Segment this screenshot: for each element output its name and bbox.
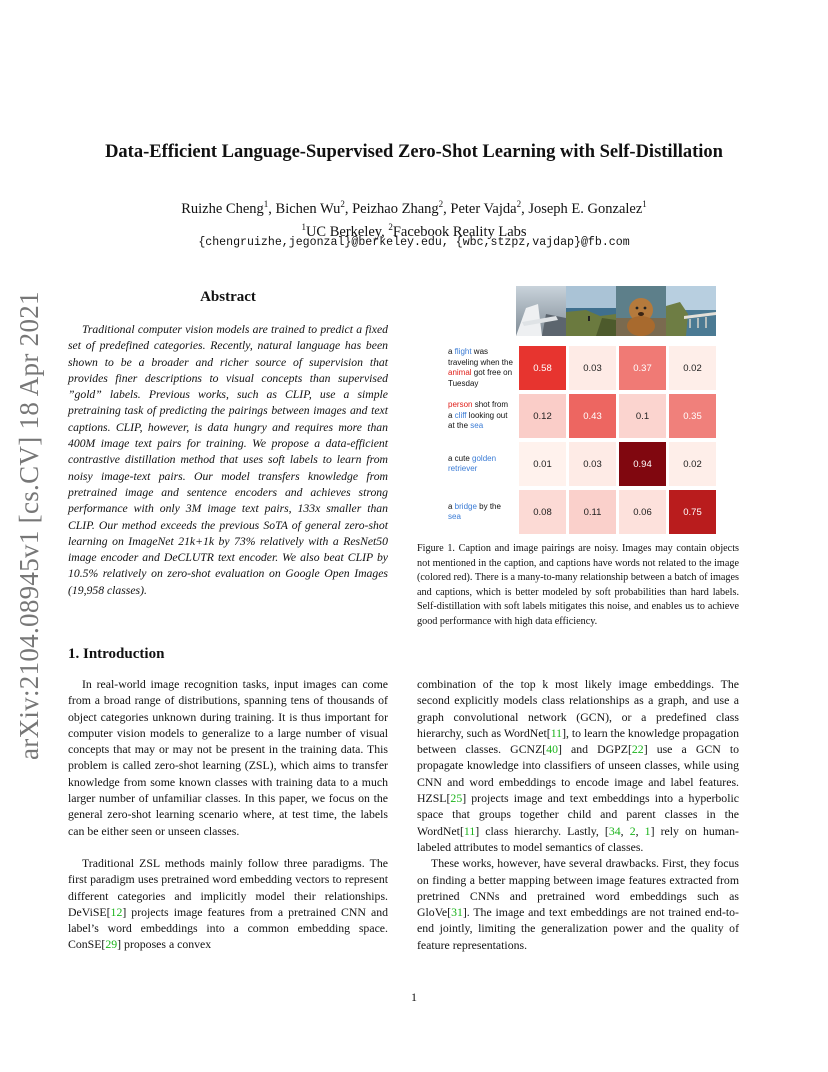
text-run: , xyxy=(620,823,630,838)
paragraph xyxy=(417,855,739,953)
text-run: ] class hierarchy. Lastly, [ xyxy=(475,823,609,838)
author-name: , Bichen Wu xyxy=(268,200,341,217)
affiliation: Facebook Reality Labs xyxy=(392,223,527,240)
matrix-cell: 0.37 xyxy=(619,346,666,390)
section-heading-introduction: 1. Introduction xyxy=(68,646,165,662)
text-run: ], to learn the knowledge propagation between classes. GCNZ[ xyxy=(417,725,739,757)
affiliation: UC Berkeley, xyxy=(305,223,389,240)
caption-word: a cute xyxy=(448,453,473,463)
caption-text xyxy=(448,347,514,389)
text-run: These works, however, have several drawbacks. First, they focus on finding a better mapping between image features extracted from pretrined CNNs and pretrained word embeddings such as GloVe[ xyxy=(417,856,739,920)
citation-link[interactable]: 31 xyxy=(451,905,463,920)
abstract-heading: Abstract xyxy=(200,289,256,305)
matrix-cell: 0.03 xyxy=(569,442,616,486)
affiliation-mark: 1 xyxy=(642,199,647,209)
abstract-text xyxy=(68,322,388,599)
affiliation-mark: 1 xyxy=(263,199,269,209)
figure-1 xyxy=(448,286,738,536)
text-run: ] rely on human-labeled attributes to model semantics of classes. xyxy=(417,823,739,854)
caption-text xyxy=(448,502,514,523)
matrix-cell: 0.01 xyxy=(519,442,566,486)
page-number: 1 xyxy=(411,990,417,1004)
text-run: Traditional ZSL methods mainly follow three paradigms. The first paradigm uses pretrained word embedding vectors to represent different categories and implicitly model their relationships. DeViSE[ xyxy=(68,855,388,919)
citation-link[interactable]: 29 xyxy=(105,937,118,952)
caption-row-label xyxy=(448,440,514,488)
left-column-text xyxy=(68,676,388,953)
citation-link[interactable]: 11 xyxy=(550,725,563,740)
affiliation-mark: 1 xyxy=(301,221,306,232)
caption-text xyxy=(448,400,514,432)
citation-link[interactable]: 12 xyxy=(110,904,123,919)
caption-word: a xyxy=(448,347,455,356)
author-names xyxy=(0,195,828,218)
cliff-sea-photo-thumbnail xyxy=(566,286,616,336)
abstract-paragraph: Traditional computer vision models are trained to predict a fixed set of predefined categories. Recently, natural language has been shown to be a broader and richer source of supervision that provides finer descriptions to visual concepts than supervised ”gold” labels. Previous works, such as CLIP, use a simple pretraining task of predicting the pairings between images and text captions. CLIP, however, is data hungry and requires more than 400M image text pairs for training. We propose a data-efficient contrastive distillation method that uses soft labels to learn from noisy image-text pairs. Our model transfers knowledge from pretrained image and sentence encoders and achieves strong performance with only 3M image text pairs, 133x smaller than CLIP. Our method exceeds the previous SoTA of general zero-shot learning on ImageNet 21k+1k by 73% relatively with a ResNet50 image encoder and DeCLUTR text encoder. We also beat CLIP by 10.5% relatively on zero-shot evaluation on Google Open Images (19,958 classes). xyxy=(68,323,388,597)
text-run: ] projects image and text embeddings into a hyperbolic space that groups together child and parent classes in the WordNet[ xyxy=(417,791,739,838)
text-run: ]. The image and text embeddings are not trained end-to-end jointly, limiting the generalization power and the quality of feature representations. xyxy=(417,905,739,952)
author-emails: {chengruizhe,jegonzal}@berkeley.edu, {wbc,stzpz,vajdap}@fb.com xyxy=(198,236,630,249)
highlighted-word: golden retriever xyxy=(448,453,497,473)
citation-link[interactable]: 1 xyxy=(644,823,651,838)
matrix-cell: 0.43 xyxy=(569,394,616,438)
matrix-cell: 0.58 xyxy=(519,346,566,390)
caption-text xyxy=(448,454,514,475)
author-name: , Joseph E. Gonzalez xyxy=(521,200,643,217)
paragraph: In real-world image recognition tasks, input images can come from a broad range of distributions, spanning tens of thousands of object categories unknown during training. It is thus important for computer vision models to generalize to a large number of visual concepts that may or may not be present in the training data. This problem is called zero-shot learning (ZSL), which aims to transfer knowledge from some known classes with training data to a much larger number of unfamiliar classes. In this paper, we focus on the general zero-shot learning scenario where, at test time, the labels can be either seen or unseen classes. xyxy=(68,677,388,838)
matrix-cell: 0.12 xyxy=(519,394,566,438)
author-name: Ruizhe Cheng xyxy=(181,200,264,217)
matrix-cell: 0.02 xyxy=(669,442,716,486)
caption-word: looking out at the xyxy=(448,410,508,431)
matrix-cell: 0.1 xyxy=(619,394,666,438)
right-column-text xyxy=(417,676,739,953)
highlighted-word: person xyxy=(448,400,473,410)
matrix-cell: 0.06 xyxy=(619,490,666,534)
text-run: ] projects image features from a pretrained CNN and label’s word embeddings into a common embedding space. ConSE[ xyxy=(68,904,388,952)
caption-row-label xyxy=(448,344,514,392)
text-run: ] proposes a convex xyxy=(117,937,212,952)
affiliation-mark: 2 xyxy=(340,199,345,209)
caption-word: a xyxy=(448,501,455,511)
author-name: , Peizhao Zhang xyxy=(344,200,439,217)
text-run: ] use a GCN to propagate knowledge into classifiers of unseen classes, while using CNN and word embeddings to encode image and label features. HZSL[ xyxy=(417,742,739,806)
matrix-cell: 0.03 xyxy=(569,346,616,390)
matrix-cell: 0.94 xyxy=(619,442,666,486)
author-name: , Peter Vajda xyxy=(443,200,517,217)
paragraph xyxy=(417,676,739,855)
matrix-cell: 0.11 xyxy=(569,490,616,534)
citation-link[interactable]: 25 xyxy=(450,791,463,806)
caption-word: shot from a xyxy=(448,400,509,420)
text-run: ] and DGPZ[ xyxy=(558,742,632,757)
citation-link[interactable]: 40 xyxy=(546,742,559,757)
paper-title: Data-Efficient Language-Supervised Zero-Shot Learning with Self-Distillation xyxy=(105,142,723,162)
matrix-cell: 0.08 xyxy=(519,490,566,534)
matrix-cell: 0.75 xyxy=(669,490,716,534)
highlighted-word: cliff xyxy=(454,410,467,420)
affiliation-mark: 2 xyxy=(438,199,444,209)
citation-link[interactable]: 11 xyxy=(463,823,476,838)
affiliation-mark: 2 xyxy=(388,221,393,232)
text-run: combination of the top k most likely image embeddings. The second explicitly models class relationships as a graph, and use a graph convolutional network (GCN), or a predefined class hierarchy, such as WordNet[ xyxy=(417,677,739,740)
citation-link[interactable]: 2 xyxy=(629,823,636,838)
text-run: , xyxy=(635,823,645,838)
highlighted-word: sea xyxy=(470,421,484,431)
highlighted-word: flight xyxy=(454,347,472,356)
paragraph xyxy=(68,855,388,953)
arxiv-identifier: arXiv:2104.08945v1 [cs.CV] 18 Apr 2021 xyxy=(14,291,44,760)
affiliation-mark: 2 xyxy=(516,199,522,209)
caption-row-label xyxy=(448,392,514,440)
caption-word: was traveling when the xyxy=(448,347,513,367)
caption-row-label xyxy=(448,488,514,536)
matrix-cell: 0.02 xyxy=(669,346,716,390)
figure-1-caption: Figure 1. Caption and image pairings are noisy. Images may contain objects not mentioned in the caption, and captions have words not related to the image (colored red). There is a many-to-many relationship between a batch of images and captions, which is better modeled by soft probabilities than hard labels. Self-distillation with soft labels mitigates this noise, and enables us to achieve good performance with high data efficiency. xyxy=(417,543,739,627)
citation-link[interactable]: 34 xyxy=(608,823,621,838)
airplane-photo-thumbnail xyxy=(516,286,566,336)
golden-retriever-photo-thumbnail xyxy=(616,286,666,336)
matrix-cell: 0.35 xyxy=(669,394,716,438)
citation-link[interactable]: 22 xyxy=(631,742,644,757)
bridge-sea-photo-thumbnail xyxy=(666,286,716,336)
highlighted-word: sea xyxy=(448,512,461,521)
highlighted-word: animal xyxy=(448,368,472,377)
author-block xyxy=(0,195,828,241)
highlighted-word: bridge xyxy=(454,501,477,511)
caption-word: got free on Tuesday xyxy=(448,368,513,388)
caption-word: by the xyxy=(476,501,501,511)
